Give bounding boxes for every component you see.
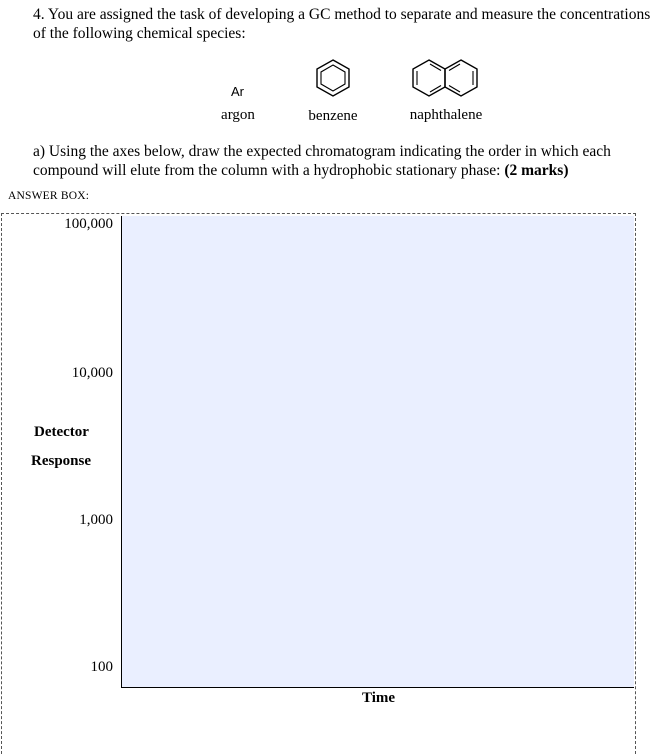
answer-box-label: ANSWER BOX: [8, 190, 90, 202]
naphthalene-rings-icon [410, 58, 482, 98]
part-a-marks: (2 marks) [504, 162, 569, 179]
chromatogram-plot-area[interactable] [121, 216, 634, 688]
part-a-text: a) Using the axes below, draw the expected chromatogram indicating the order in which each compound will elute from the column with a hydrophobic stationary phase: [33, 143, 611, 179]
y-tick-100000: 100,000 [64, 216, 113, 232]
y-tick-100: 100 [90, 659, 113, 675]
x-axis-label: Time [362, 690, 396, 706]
y-axis-label-detector: Detector [34, 424, 89, 440]
benzene-label: benzene [308, 108, 358, 124]
y-tick-1000: 1,000 [79, 512, 113, 528]
argon-symbol: Ar [231, 84, 244, 99]
naphthalene-label: naphthalene [409, 107, 483, 123]
part-a-question [33, 142, 665, 180]
question-text: 4. You are assigned the task of developing a GC method to separate and measure the concentrations of the following chemical species: [33, 6, 651, 42]
argon-label: argon [221, 107, 255, 123]
y-axis-label-response: Response [31, 453, 92, 469]
benzene-ring-icon [314, 58, 352, 98]
y-tick-10000: 10,000 [71, 365, 113, 381]
